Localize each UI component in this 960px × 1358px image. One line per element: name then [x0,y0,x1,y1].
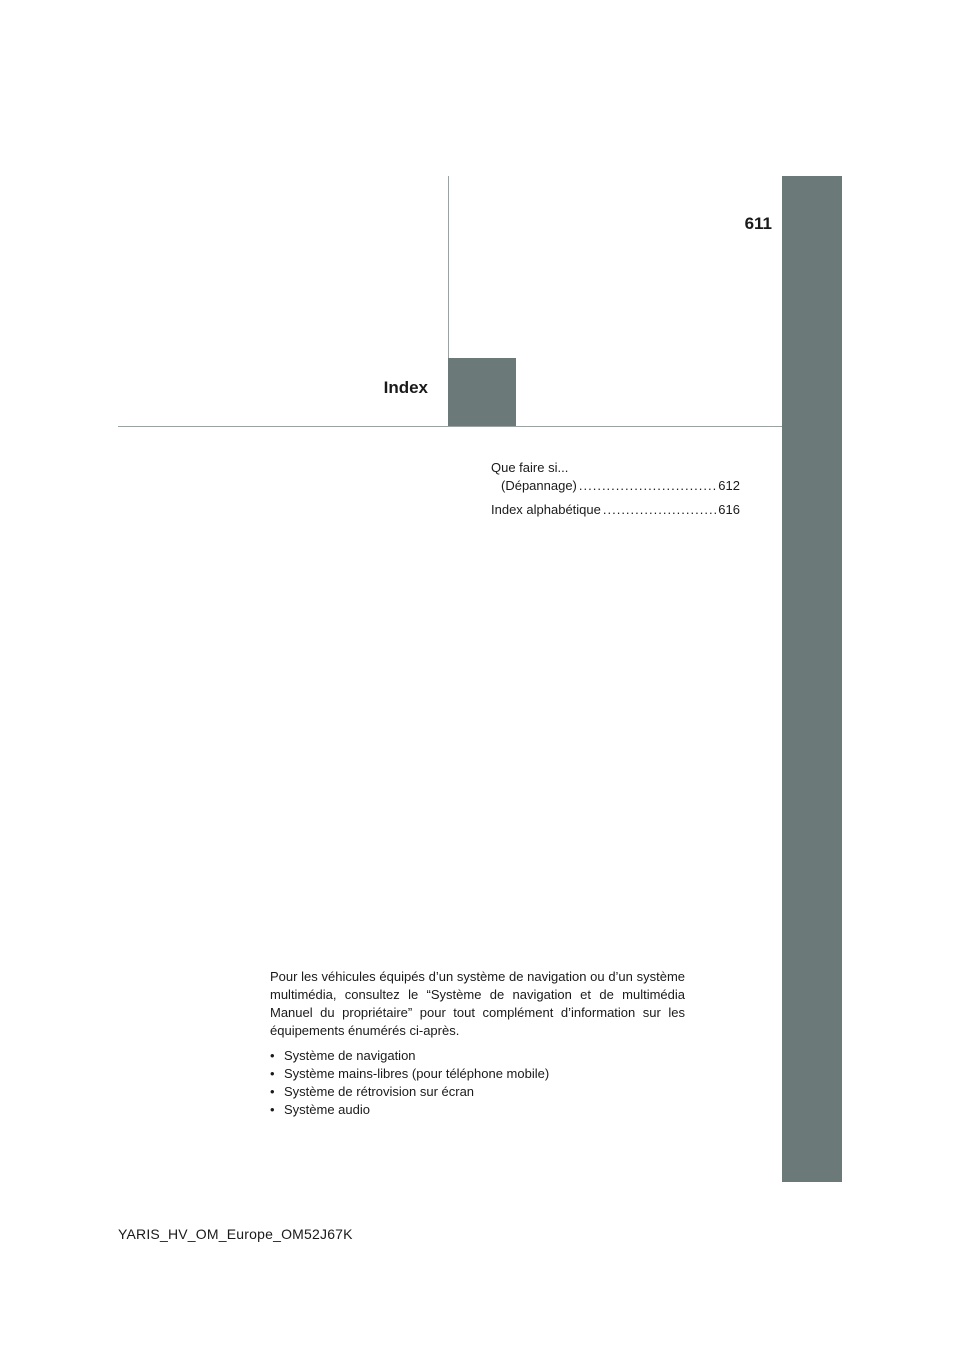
toc-entry-troubleshooting[interactable] [491,459,740,495]
toc-entry-line [491,501,740,519]
toc-entry-detail-line [491,477,740,495]
list-item-text: Système audio [284,1102,370,1117]
section-marker-block [448,358,516,426]
list-item-text: Système de rétrovision sur écran [284,1084,475,1099]
toc-entry-title-line [491,459,740,477]
list-item-text: Système de navigation [284,1048,416,1063]
bullet-icon: • [270,1048,275,1063]
toc-leader-dots [603,501,716,519]
note-paragraph: Pour les véhicules équipés d’un système de navigation ou d’un système multimédia, consultez le “Système de navigation et de multimédia Manuel du propriétaire” pour tout complément d’information sur les équipements énumérés ci-après. [270,969,685,1038]
list-item [270,1047,685,1065]
table-of-contents [491,459,740,525]
toc-leader-dots [579,477,716,495]
horizontal-rule [118,426,782,427]
toc-entry-title: Que faire si... [491,460,569,475]
bullet-icon: • [270,1066,275,1081]
toc-entry-title: Index alphabétique [491,502,601,517]
navigation-system-note [270,968,685,1119]
page-number: 611 [744,214,772,233]
list-item [270,1101,685,1119]
side-tab-bar [782,176,842,1182]
bullet-icon: • [270,1102,275,1117]
toc-entry-alphabetical-index[interactable] [491,501,740,519]
section-title: Index [383,378,428,397]
toc-entry-subtitle: (Dépannage) [501,478,577,493]
equipment-list [270,1047,685,1119]
toc-entry-page: 612 [718,478,740,493]
vertical-rule [448,176,449,358]
list-item [270,1065,685,1083]
bullet-icon: • [270,1084,275,1099]
list-item [270,1083,685,1101]
toc-entry-page: 616 [718,502,740,517]
list-item-text: Système mains-libres (pour téléphone mobile) [284,1066,550,1081]
document-footer-id: YARIS_HV_OM_Europe_OM52J67K [118,1226,353,1242]
